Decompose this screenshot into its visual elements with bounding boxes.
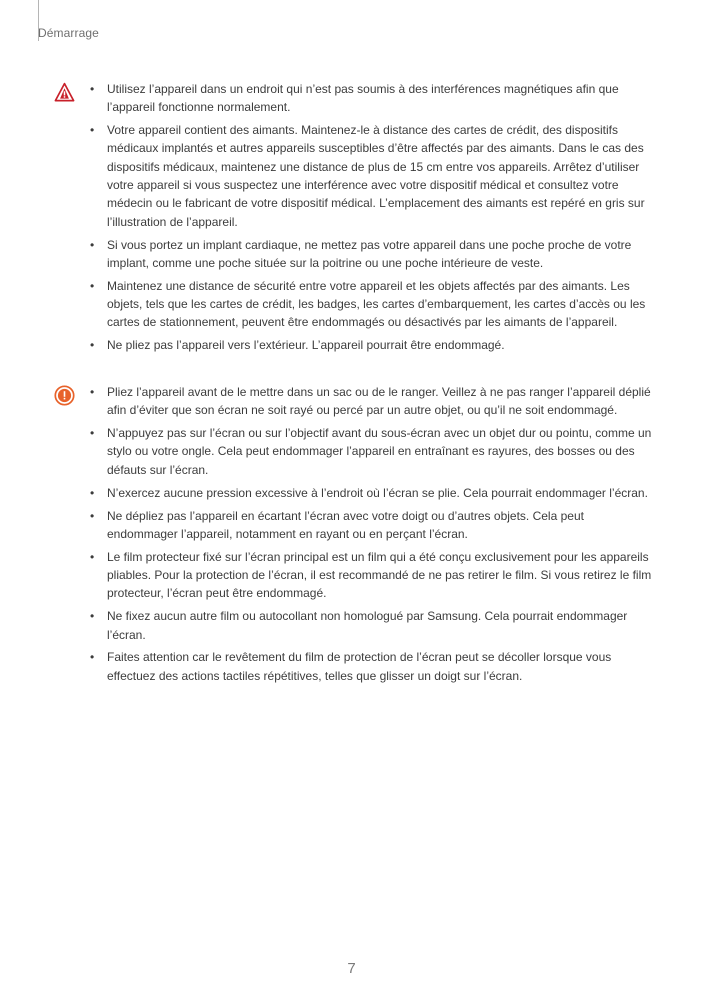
list-item-text: Pliez l’appareil avant de le mettre dans un sac ou de le ranger. Veillez à ne pas ranger l’appareil déplié afin d’éviter que son écran ne soit rayé ou percé par un autre objet, ou qu’il ne soit endommagé. — [107, 385, 651, 418]
caution-list-item — [90, 424, 652, 479]
warning-triangle-icon — [54, 82, 75, 103]
bullet-icon: • — [90, 338, 95, 353]
page-number: 7 — [347, 960, 356, 977]
warning-list-item — [90, 336, 652, 354]
bullet-icon: • — [90, 278, 95, 293]
caution-list-item — [90, 507, 652, 544]
bullet-icon: • — [90, 485, 95, 500]
page-header-title: Démarrage — [38, 26, 99, 40]
bullet-icon: • — [90, 549, 95, 564]
caution-list-item — [90, 548, 652, 603]
list-item-text: N’exercez aucune pression excessive à l’endroit où l’écran se plie. Cela pourrait endommager l’écran. — [107, 485, 648, 500]
bullet-icon: • — [90, 650, 95, 665]
warning-list — [90, 80, 652, 359]
bullet-icon: • — [90, 82, 95, 96]
caution-list — [90, 383, 652, 690]
bullet-icon: • — [90, 609, 95, 624]
caution-list-item — [90, 607, 652, 644]
warning-list-item — [90, 236, 652, 273]
list-item-text: Ne fixez aucun autre film ou autocollant non homologué par Samsung. Cela pourrait endommager l’écran. — [107, 609, 628, 642]
caution-circle-icon — [54, 385, 75, 406]
caution-list-item — [90, 648, 652, 685]
caution-list-item — [90, 383, 652, 420]
list-item-text: Faites attention car le revêtement du film de protection de l’écran peut se décoller lorsque vous effectuez des actions tactiles répétitives, telles que glisser un doigt sur l’écran. — [107, 650, 612, 683]
list-item-text: Le film protecteur fixé sur l’écran principal est un film qui a été conçu exclusivement pour les appareils pliables. Pour la protection de l’écran, il est recommandé de ne pas retirer le film. Si vous retirez le film protecteur, l’écran peut être endommagé. — [107, 549, 652, 601]
bullet-icon: • — [90, 426, 95, 441]
list-item-text: Si vous portez un implant cardiaque, ne mettez pas votre appareil dans une poche proche de votre implant, comme une poche située sur la poitrine ou une poche intérieure de veste. — [107, 237, 632, 270]
list-item-text: Ne pliez pas l’appareil vers l’extérieur. L’appareil pourrait être endommagé. — [107, 338, 505, 353]
bullet-icon: • — [90, 508, 95, 523]
caution-list-item — [90, 484, 652, 502]
warning-list-item — [90, 277, 652, 332]
list-item-text: Maintenez une distance de sécurité entre votre appareil et les objets affectés par des aimants. Les objets, tels que les cartes de crédit, les badges, les cartes d’embarquement, les cartes d’accès ou les cartes de stationnement, peuvent être endommagés ou désactivés par les aimants de l’appareil. — [107, 278, 646, 330]
list-item-text: Votre appareil contient des aimants. Maintenez-le à distance des cartes de crédit, des dispositifs médicaux implantés et autres appareils susceptibles d’être affectés par des aimants. Dans le cas des dispositifs médicaux, maintenez une distance de plus de 15 cm entre vos appareils. Arrêtez d’utiliser votre appareil si vous suspectez une interférence avec votre dispositif médical et consultez votre médecin ou le fabricant de votre dispositif médical. L’emplacement des aimants est repéré en gris sur l’illustration de l’appareil. — [107, 123, 645, 229]
bullet-icon: • — [90, 385, 95, 399]
bullet-icon: • — [90, 123, 95, 138]
list-item-text: N’appuyez pas sur l’écran ou sur l’objectif avant du sous-écran avec un objet dur ou pointu, comme un stylo ou votre ongle. Cela peut endommager l’appareil en entraînant es rayures, des bosses ou des défauts sur l’écran. — [107, 426, 652, 477]
list-item-text: Utilisez l’appareil dans un endroit qui n’est pas soumis à des interférences magnétiques afin que l’appareil fonctionne normalement. — [107, 82, 619, 115]
bullet-icon: • — [90, 237, 95, 252]
warning-list-item — [90, 121, 652, 231]
warning-list-item — [90, 80, 652, 117]
list-item-text: Ne dépliez pas l’appareil en écartant l’écran avec votre doigt ou d’autres objets. Cela peut endommager l’appareil, notamment en rayant ou en perçant l’écran. — [107, 508, 584, 541]
